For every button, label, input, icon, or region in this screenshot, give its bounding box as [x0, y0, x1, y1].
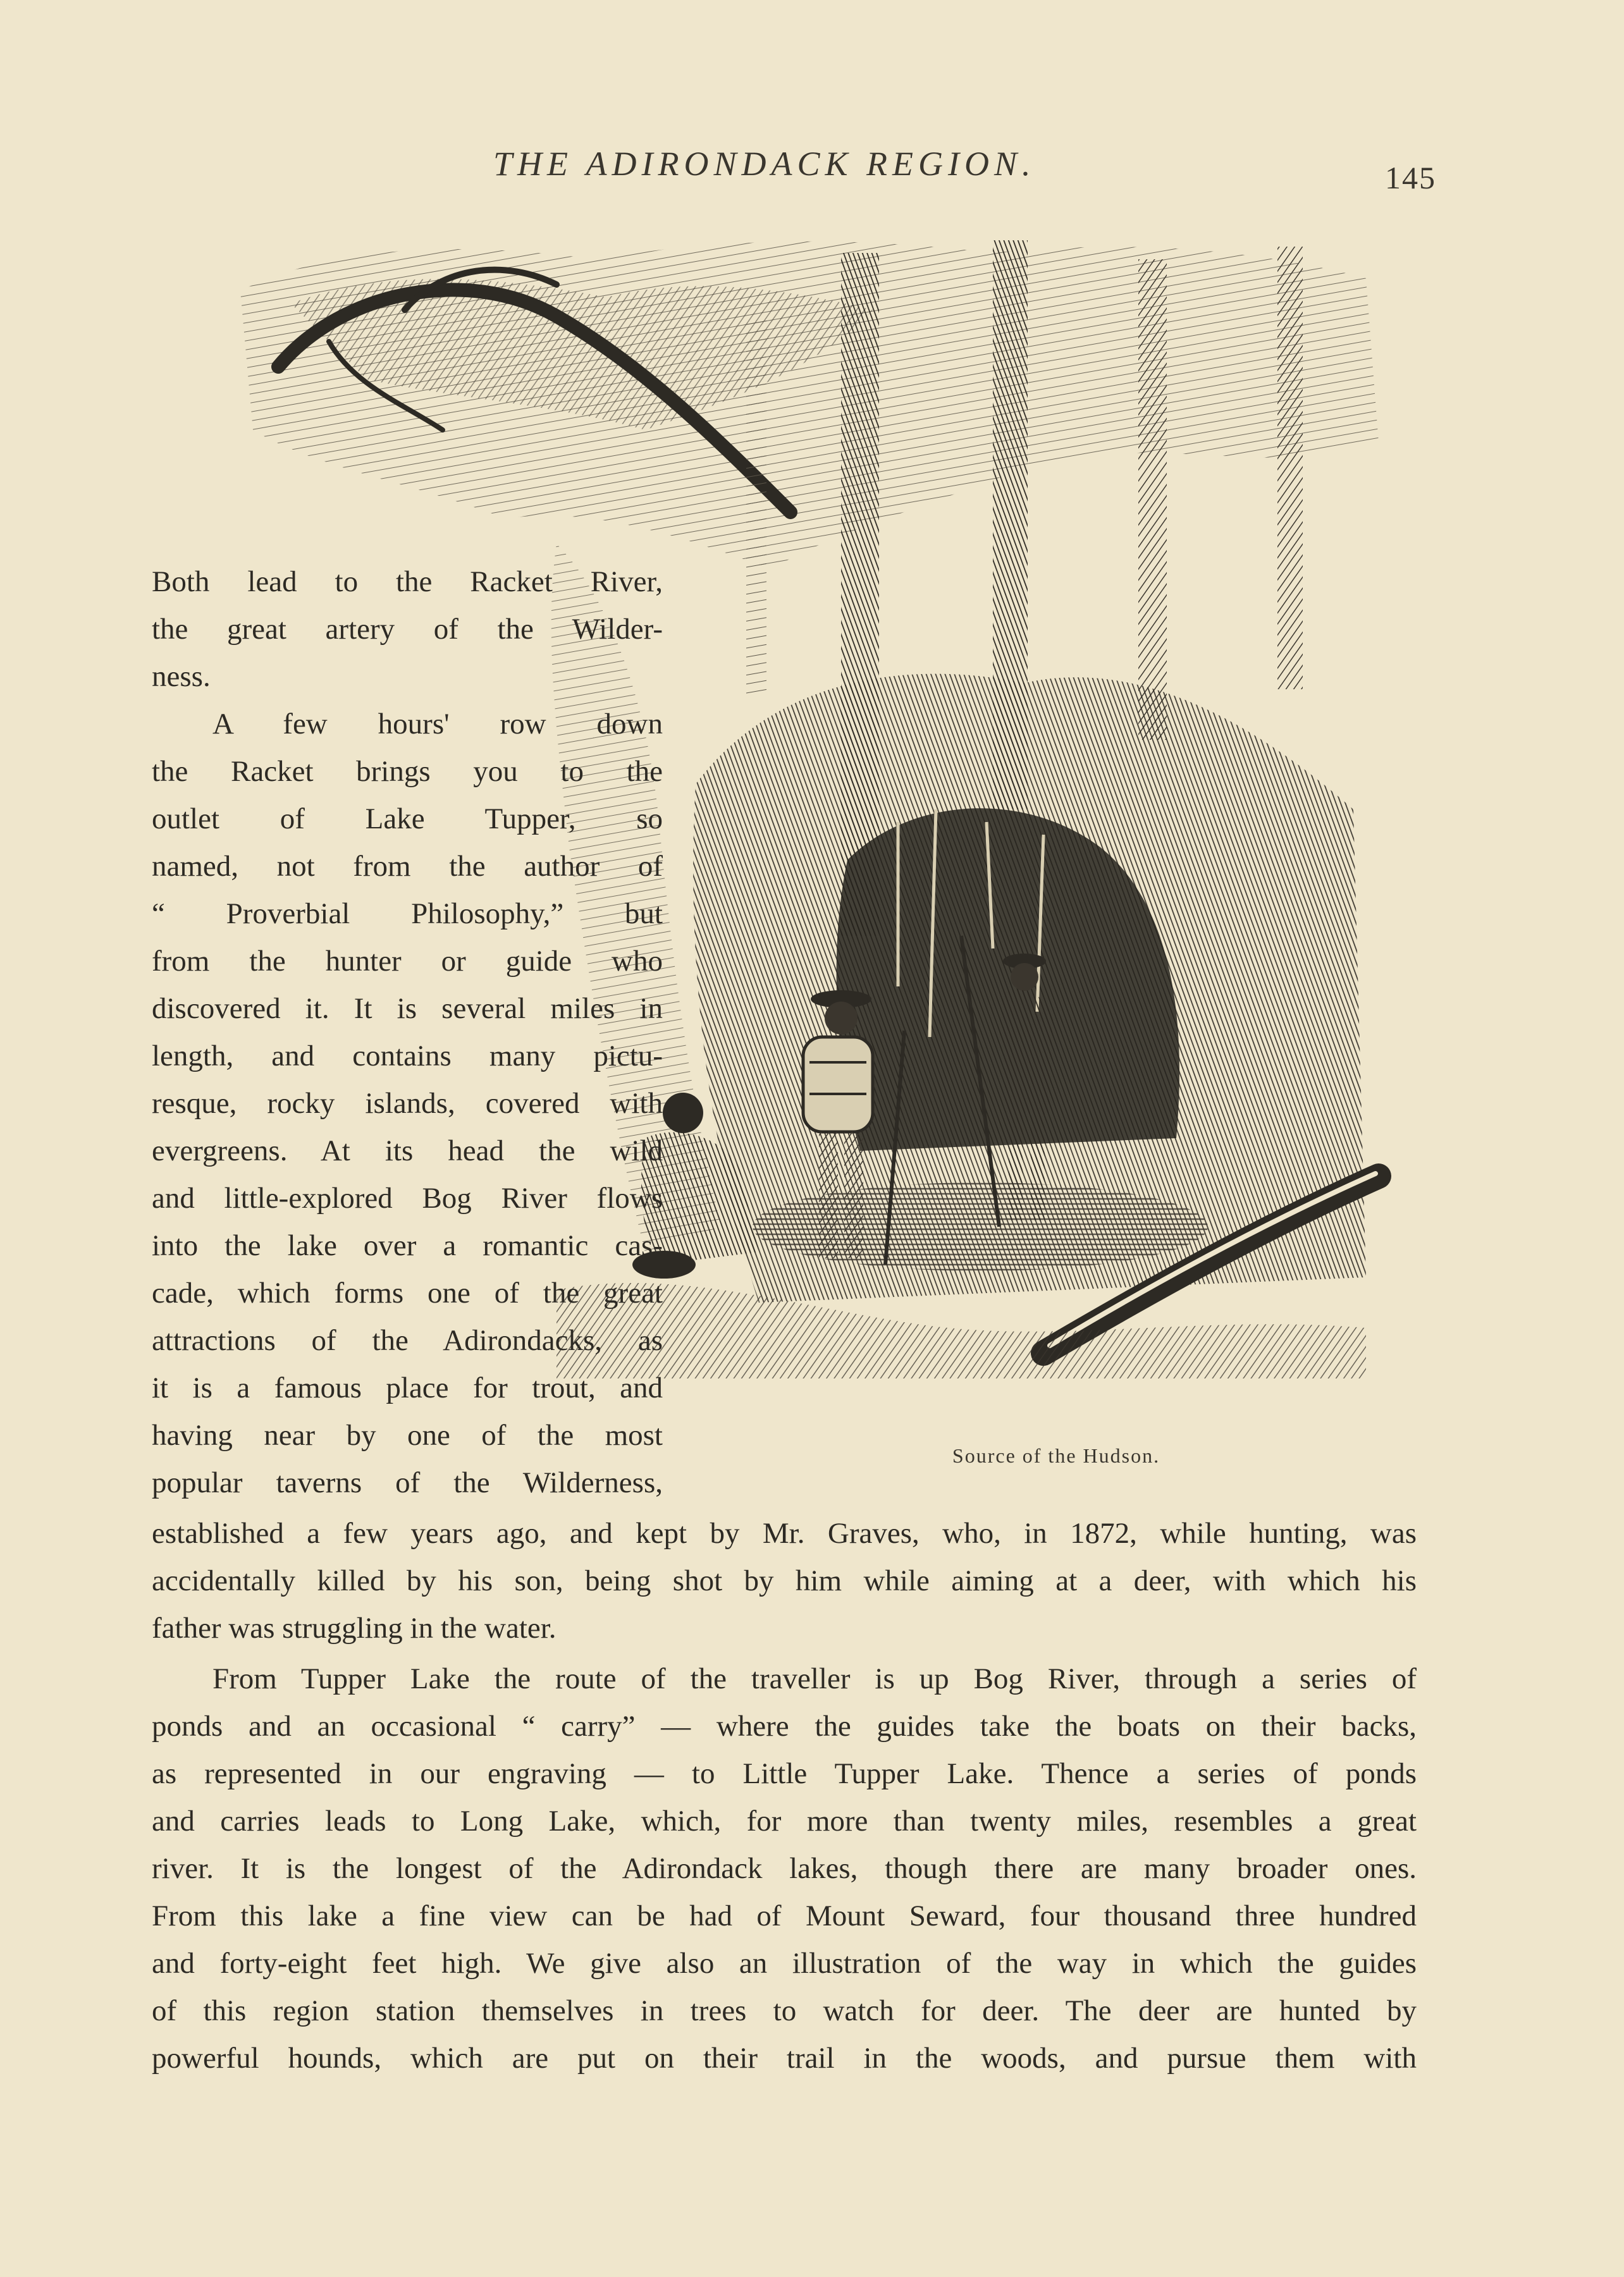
text-line: having near by one of the most [152, 1419, 663, 1452]
text-line: outlet of Lake Tupper, so [152, 802, 663, 835]
page-number: 145 [1385, 160, 1436, 195]
text-line: from the hunter or guide who [152, 945, 663, 978]
text-line: Both lead to the Racket River, [152, 565, 663, 598]
text-line: attractions of the Adirondacks, as [152, 1324, 663, 1357]
text-line: accidentally killed by his son, being shot by him while aiming at a deer, with which his [152, 1564, 1417, 1597]
text-line: popular taverns of the Wilderness, [152, 1466, 663, 1499]
text-line: of this region station themselves in trees to watch for deer. The deer are hunted by [152, 1994, 1417, 2027]
text-line: river. It is the longest of the Adirondack lakes, though there are many broader ones. [152, 1852, 1417, 1885]
text-line: the great artery of the Wilder- [152, 613, 663, 646]
text-line: established a few years ago, and kept by Mr. Graves, who, in 1872, while hunting, was [152, 1517, 1417, 1550]
tree-trunk [746, 316, 766, 696]
text-line: into the lake over a romantic cas- [152, 1229, 663, 1262]
text-line: “ Proverbial Philosophy,” but [152, 897, 663, 930]
ground-rocks [557, 1283, 1366, 1378]
text-line: father was struggling in the water. [152, 1612, 557, 1645]
text-line: it is a famous place for trout, and [152, 1372, 663, 1404]
text-line: ness. [152, 660, 211, 693]
running-head: THE ADIRONDACK REGION. [493, 145, 1036, 183]
text-line: resque, rocky islands, covered with [152, 1087, 663, 1120]
tree-trunk [1138, 259, 1167, 740]
text-line: named, not from the author of [152, 850, 663, 883]
text-line: the Racket brings you to the [152, 755, 663, 788]
text-line: and carries leads to Long Lake, which, for more than twenty miles, resembles a great [152, 1805, 1417, 1838]
text-line: discovered it. It is several miles in [152, 992, 663, 1025]
figure-caption: Source of the Hudson. [952, 1444, 1160, 1467]
text-line: cade, which forms one of the great [152, 1277, 663, 1310]
text-line: length, and contains many pictu- [152, 1040, 663, 1072]
text-line: as represented in our engraving — to Little Tupper Lake. Thence a series of ponds [152, 1757, 1417, 1790]
text-line: and little-explored Bog River flows [152, 1182, 663, 1215]
text-line: ponds and an occasional “ carry” — where the guides take the boats on their backs, [152, 1710, 1417, 1743]
text-line: From this lake a fine view can be had of Mount Seward, four thousand three hundred [152, 1900, 1417, 1932]
text-line: From Tupper Lake the route of the traveller is up Bog River, through a series of [212, 1662, 1417, 1695]
text-line: and forty-eight feet high. We give also an illustration of the way in which the guides [152, 1947, 1417, 1980]
tree-trunk [1277, 247, 1303, 689]
text-line: powerful hounds, which are put on their trail in the woods, and pursue them with [152, 2042, 1417, 2075]
text-line: A few hours' row down [212, 708, 663, 740]
text-line: evergreens. At its head the wild [152, 1134, 663, 1167]
